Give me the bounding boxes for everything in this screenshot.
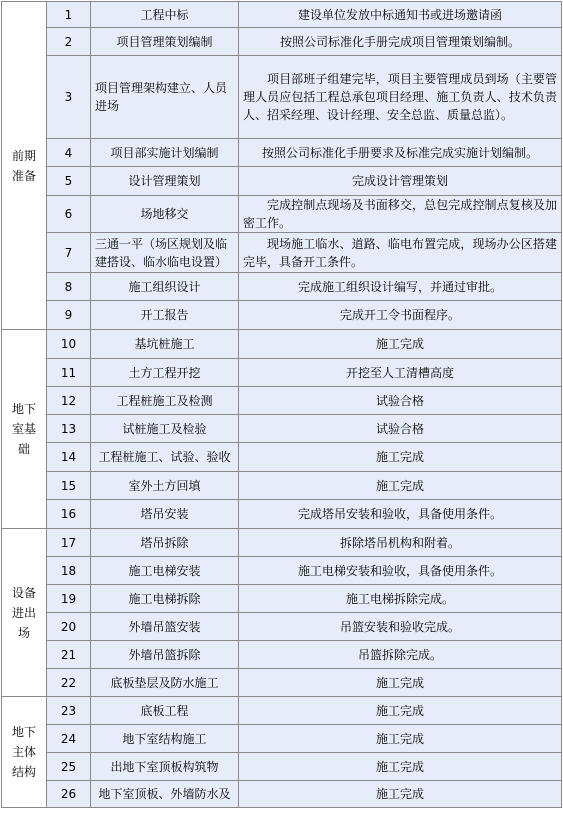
- task-cell: 项目部实施计划编制: [91, 139, 239, 167]
- task-cell: 工程桩施工及检测: [91, 387, 239, 415]
- condition-cell: 施工电梯拆除完成。: [239, 585, 562, 613]
- table-row: [2, 301, 562, 330]
- task-cell: 塔吊拆除: [91, 529, 239, 557]
- condition-cell: 施工完成: [239, 443, 562, 472]
- row-number: 7: [47, 233, 91, 273]
- condition-cell: 吊篮拆除完成。: [239, 641, 562, 669]
- row-number: 13: [47, 415, 91, 443]
- table-row: [2, 415, 562, 443]
- condition-cell: 施工完成: [239, 472, 562, 500]
- condition-cell: 施工完成: [239, 725, 562, 753]
- condition-cell: 开挖至人工清槽高度: [239, 359, 562, 387]
- condition-cell: 完成设计管理策划: [239, 167, 562, 196]
- task-cell: 工程桩施工、试验、验收: [91, 443, 239, 472]
- table-row: [2, 585, 562, 613]
- condition-cell: 拆除塔吊机构和附着。: [239, 529, 562, 557]
- phase-cell: 地下主体结构: [2, 697, 47, 808]
- table-row: [2, 387, 562, 415]
- table-row: [2, 139, 562, 167]
- condition-cell: 现场施工临水、道路、临电布置完成，现场办公区搭建完毕，具备开工条件。: [239, 233, 562, 273]
- task-cell: 外墙吊篮拆除: [91, 641, 239, 669]
- table-row: [2, 781, 562, 808]
- condition-cell: 完成塔吊安装和验收，具备使用条件。: [239, 500, 562, 529]
- condition-cell: 完成开工令书面程序。: [239, 301, 562, 330]
- task-cell: 土方工程开挖: [91, 359, 239, 387]
- task-cell: 三通一平（场区规划及临建搭设、临水临电设置）: [91, 233, 239, 273]
- schedule-body: [2, 2, 562, 808]
- row-number: 6: [47, 196, 91, 233]
- condition-cell: 施工完成: [239, 781, 562, 808]
- task-cell: 地下室顶板、外墙防水及: [91, 781, 239, 808]
- task-cell: 外墙吊篮安装: [91, 613, 239, 641]
- condition-cell: 施工完成: [239, 697, 562, 725]
- condition-cell: 建设单位发放中标通知书或进场邀请函: [239, 2, 562, 28]
- task-cell: 工程中标: [91, 2, 239, 28]
- table-row: [2, 443, 562, 472]
- task-cell: 试桩施工及检验: [91, 415, 239, 443]
- table-row: [2, 2, 562, 28]
- table-row: [2, 273, 562, 301]
- task-cell: 设计管理策划: [91, 167, 239, 196]
- table-row: [2, 669, 562, 697]
- row-number: 9: [47, 301, 91, 330]
- condition-cell: 施工完成: [239, 669, 562, 697]
- condition-cell: 施工完成: [239, 753, 562, 781]
- task-cell: 室外土方回填: [91, 472, 239, 500]
- condition-cell: 试验合格: [239, 387, 562, 415]
- row-number: 23: [47, 697, 91, 725]
- table-row: [2, 697, 562, 725]
- schedule-table: [1, 1, 562, 808]
- table-row: [2, 500, 562, 529]
- row-number: 12: [47, 387, 91, 415]
- row-number: 3: [47, 56, 91, 139]
- phase-cell: 地下室基础: [2, 330, 47, 529]
- row-number: 26: [47, 781, 91, 808]
- condition-cell: 完成施工组织设计编写，并通过审批。: [239, 273, 562, 301]
- row-number: 2: [47, 28, 91, 56]
- row-number: 20: [47, 613, 91, 641]
- table-row: [2, 233, 562, 273]
- row-number: 10: [47, 330, 91, 359]
- row-number: 19: [47, 585, 91, 613]
- table-row: [2, 56, 562, 139]
- row-number: 25: [47, 753, 91, 781]
- table-row: [2, 557, 562, 585]
- task-cell: 施工组织设计: [91, 273, 239, 301]
- table-row: [2, 725, 562, 753]
- table-row: [2, 196, 562, 233]
- row-number: 4: [47, 139, 91, 167]
- condition-cell: 试验合格: [239, 415, 562, 443]
- phase-cell: 前期准备: [2, 2, 47, 330]
- task-cell: 施工电梯安装: [91, 557, 239, 585]
- task-cell: 开工报告: [91, 301, 239, 330]
- row-number: 14: [47, 443, 91, 472]
- table-row: [2, 330, 562, 359]
- condition-cell: 完成控制点现场及书面移交，总包完成控制点复核及加密工作。: [239, 196, 562, 233]
- task-cell: 施工电梯拆除: [91, 585, 239, 613]
- condition-cell: 吊篮安装和验收完成。: [239, 613, 562, 641]
- table-row: [2, 359, 562, 387]
- row-number: 15: [47, 472, 91, 500]
- row-number: 21: [47, 641, 91, 669]
- table-row: [2, 613, 562, 641]
- task-cell: 出地下室顶板构筑物: [91, 753, 239, 781]
- task-cell: 地下室结构施工: [91, 725, 239, 753]
- row-number: 24: [47, 725, 91, 753]
- table-row: [2, 472, 562, 500]
- phase-cell: 设备进出场: [2, 529, 47, 697]
- row-number: 18: [47, 557, 91, 585]
- task-cell: 底板垫层及防水施工: [91, 669, 239, 697]
- task-cell: 项目管理架构建立、人员进场: [91, 56, 239, 139]
- table-row: [2, 167, 562, 196]
- table-row: [2, 28, 562, 56]
- task-cell: 场地移交: [91, 196, 239, 233]
- table-row: [2, 529, 562, 557]
- row-number: 17: [47, 529, 91, 557]
- task-cell: 塔吊安装: [91, 500, 239, 529]
- condition-cell: 按照公司标准化手册要求及标准完成实施计划编制。: [239, 139, 562, 167]
- table-row: [2, 641, 562, 669]
- condition-cell: 施工完成: [239, 330, 562, 359]
- task-cell: 底板工程: [91, 697, 239, 725]
- row-number: 22: [47, 669, 91, 697]
- row-number: 8: [47, 273, 91, 301]
- row-number: 11: [47, 359, 91, 387]
- task-cell: 基坑桩施工: [91, 330, 239, 359]
- row-number: 1: [47, 2, 91, 28]
- row-number: 5: [47, 167, 91, 196]
- condition-cell: 施工电梯安装和验收，具备使用条件。: [239, 557, 562, 585]
- condition-cell: 按照公司标准化手册完成项目管理策划编制。: [239, 28, 562, 56]
- table-row: [2, 753, 562, 781]
- row-number: 16: [47, 500, 91, 529]
- condition-cell: 项目部班子组建完毕，项目主要管理成员到场（主要管理人员应包括工程总承包项目经理、施工负责人、技术负责人、招采经理、设计经理、安全总监、质量总监）。: [239, 56, 562, 139]
- task-cell: 项目管理策划编制: [91, 28, 239, 56]
